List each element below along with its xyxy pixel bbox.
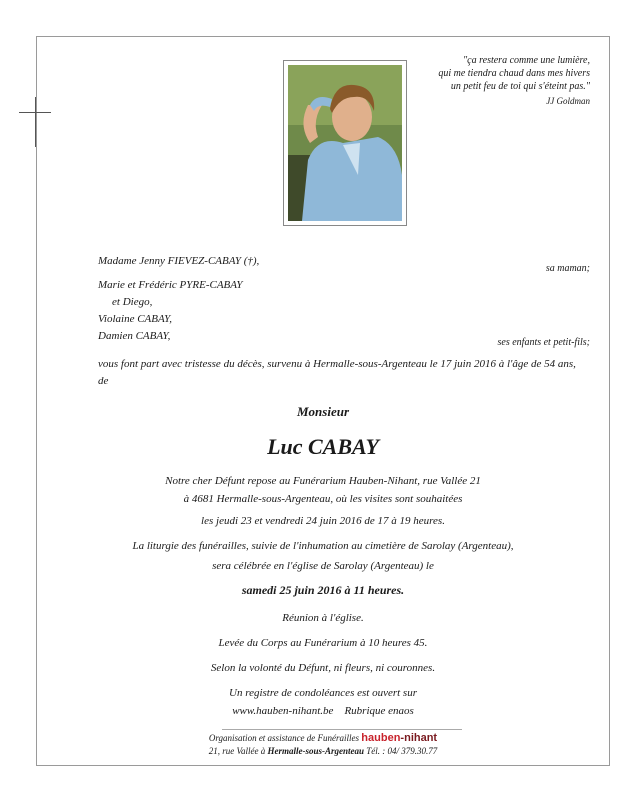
footer-divider — [222, 729, 462, 730]
liturgy-line: La liturgie des funérailles, suivie de l'inhumation au cimetière de Sarolay (Argenteau), — [132, 540, 514, 552]
child-name: Violaine CABAY, — [98, 313, 172, 325]
levee-note: Levée du Corps au Funérarium à 10 heures 45. — [218, 637, 428, 649]
quote-author: JJ Goldman — [546, 96, 590, 106]
child-name: Damien CABAY, — [98, 330, 171, 342]
organisation-label: Organisation et assistance de Funérailles — [208, 733, 360, 743]
quote-line: "ça restera comme une lumière, — [462, 55, 590, 66]
visit-hours: les jeudi 23 et vendredi 24 juin 2016 de 17 à 19 heures. — [201, 515, 445, 527]
address-place: Hermalle-sous-Argenteau — [267, 746, 364, 756]
mother-name: Madame Jenny FIEVEZ-CABAY (†), — [98, 255, 260, 267]
phone-number: Tél. : 04/ 379.30.77 — [366, 746, 438, 756]
rest-line: Notre cher Défunt repose au Funérarium Hauben-Nihant, rue Vallée 21 — [165, 475, 481, 487]
registry-link[interactable]: www.hauben-nihant.be Rubrique enaos — [232, 705, 414, 717]
deceased-name: Luc CABAY — [267, 434, 379, 459]
footer-address — [36, 745, 610, 757]
mother-relation: sa maman; — [545, 263, 590, 274]
children-relation: ses enfants et petit-fils; — [497, 337, 590, 348]
address-street: 21, rue Vallée à — [208, 746, 266, 756]
quote-line: qui me tiendra chaud dans mes hivers — [438, 68, 590, 79]
rest-line: à 4681 Hermalle-sous-Argenteau, où les visites sont souhaitées — [183, 493, 463, 505]
epigraph-quote — [390, 54, 590, 108]
child-name: Marie et Frédéric PYRE-CABAY — [98, 279, 243, 291]
death-announcement: vous font part avec tristesse du décès, survenu à Hermalle-sous-Argenteau le 17 juin 2016 à l'âge de 54 ans, de — [98, 358, 576, 387]
registry-note: Un registre de condoléances est ouvert sur — [229, 687, 417, 699]
wishes-note: Selon la volonté du Défunt, ni fleurs, ni couronnes. — [210, 662, 436, 674]
footer-organisation — [36, 732, 610, 744]
funeral-home-logo: hauben-nihant — [361, 732, 438, 744]
honorific: Monsieur — [296, 404, 350, 419]
meeting-note: Réunion à l'église. — [282, 612, 364, 624]
deceased-photo — [283, 60, 407, 226]
grandchild-name: et Diego, — [112, 296, 153, 308]
ceremony-date: samedi 25 juin 2016 à 11 heures. — [241, 583, 405, 597]
quote-line: un petit feu de toi qui s'éteint pas." — [450, 81, 590, 92]
liturgy-line: sera célébrée en l'église de Sarolay (Argenteau) le — [212, 560, 434, 572]
